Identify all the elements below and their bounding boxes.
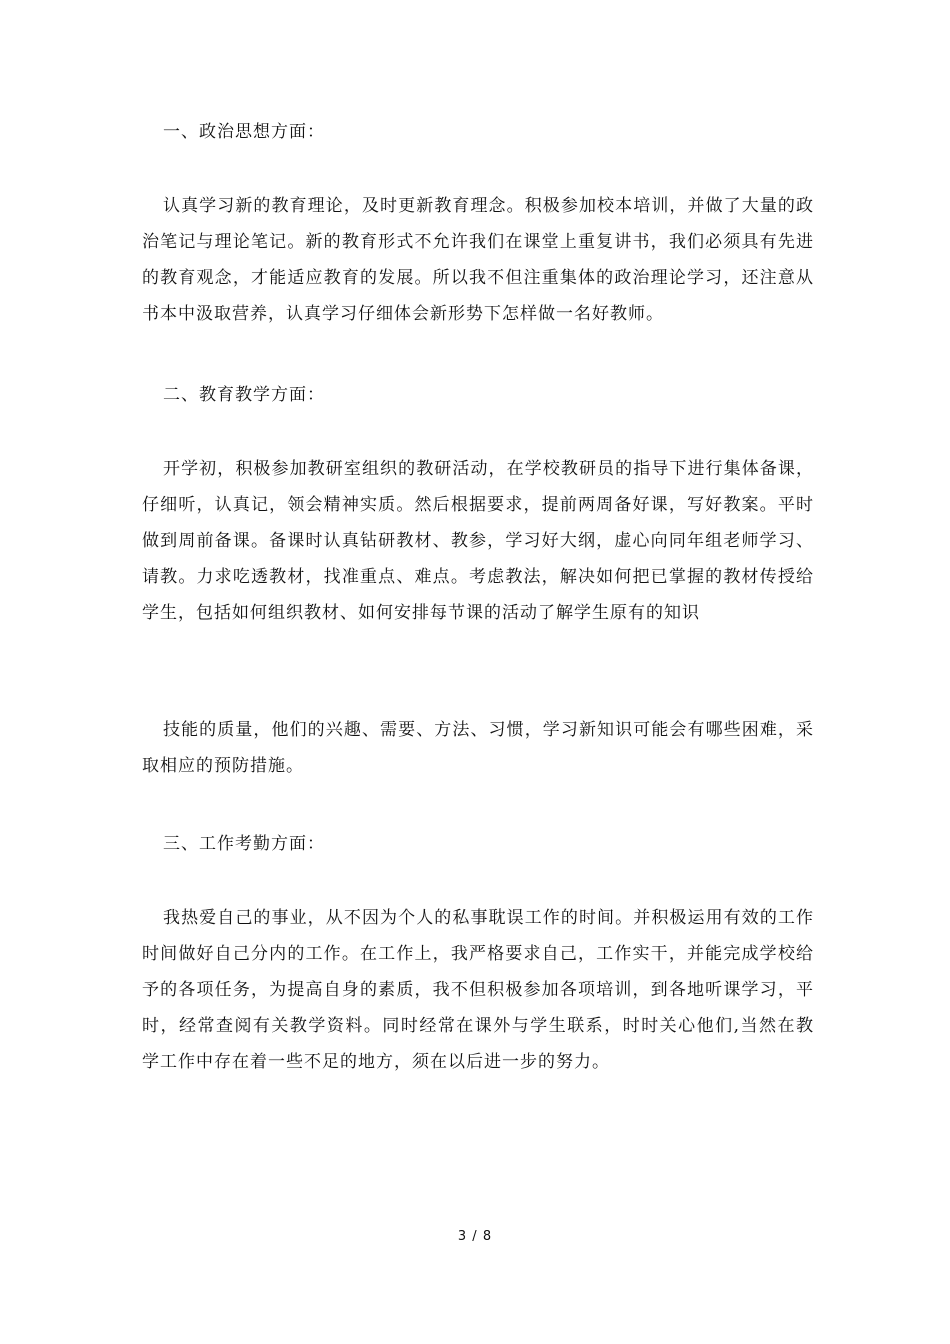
section-heading-political: 一、政治思想方面： [163, 122, 325, 142]
paragraph-teaching-2: 技能的质量，他们的兴趣、需要、方法、习惯，学习新知识可能会有哪些困难，采取相应的预防措施。 [142, 720, 814, 776]
paragraph-political: 认真学习新的教育理论，及时更新教育理念。积极参加校本培训，并做了大量的政治笔记与理论笔记。新的教育形式不允许我们在课堂上重复讲书，我们必须具有先进的教育观念，才能适应教育的发展。所以我不但注重集体的政治理论学习，还注意从书本中汲取营养，认真学习仔细体会新形势下怎样做一名好教师。 [142, 196, 814, 324]
section-heading-attendance: 三、工作考勤方面： [163, 834, 325, 854]
paragraph-teaching-1: 开学初，积极参加教研室组织的教研活动，在学校教研员的指导下进行集体备课，仔细听，认真记，领会精神实质。然后根据要求，提前两周备好课，写好教案。平时做到周前备课。备课时认真钻研教材、教参，学习好大纲，虚心向同年组老师学习、请教。力求吃透教材，找准重点、难点。考虑教法，解决如何把已掌握的教材传授给学生，包括如何组织教材、如何安排每节课的活动了解学生原有的知识 [142, 459, 814, 623]
paragraph-attendance: 我热爱自己的事业，从不因为个人的私事耽误工作的时间。并积极运用有效的工作时间做好自己分内的工作。在工作上，我严格要求自己，工作实干，并能完成学校给予的各项任务，为提高自身的素质，我不但积极参加各项培训，到各地听课学习，平时，经常查阅有关教学资料。同时经常在课外与学生联系，时时关心他们,当然在教学工作中存在着一些不足的地方，须在以后进一步的努力。 [142, 908, 814, 1072]
section-heading-teaching: 二、教育教学方面： [163, 385, 325, 405]
page-number: 3 / 8 [457, 1229, 493, 1244]
